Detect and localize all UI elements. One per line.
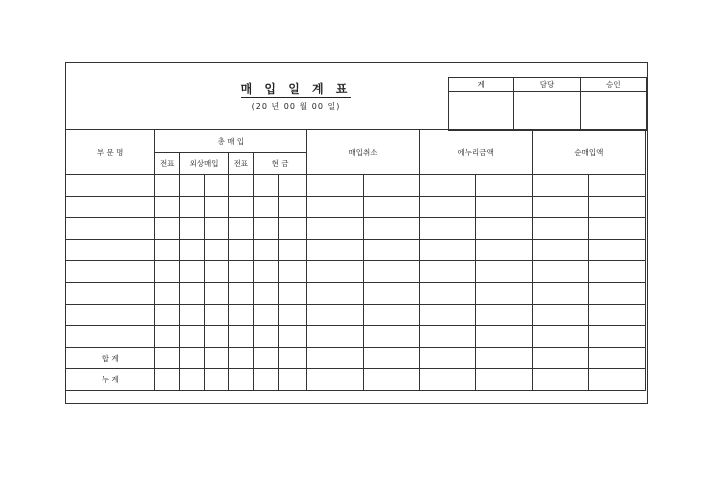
table-cell[interactable]: [228, 282, 253, 304]
approval-label-1: 계: [449, 78, 514, 92]
table-cell[interactable]: [476, 239, 533, 261]
table-cell[interactable]: [278, 239, 307, 261]
table-cell[interactable]: [589, 261, 646, 283]
table-cell[interactable]: [363, 261, 419, 283]
table-cell[interactable]: [253, 175, 278, 197]
table-cell[interactable]: [180, 239, 205, 261]
table-cell[interactable]: [155, 261, 180, 283]
table-cell[interactable]: [476, 347, 533, 369]
header-cancel: 매입취소: [307, 130, 419, 175]
table-cell[interactable]: [476, 196, 533, 218]
table-row: [66, 369, 646, 391]
table-cell[interactable]: [205, 326, 229, 348]
table-cell[interactable]: [228, 347, 253, 369]
table-cell[interactable]: [205, 347, 229, 369]
table-cell[interactable]: [532, 304, 589, 326]
table-cell[interactable]: [253, 218, 278, 240]
table-cell[interactable]: [228, 369, 253, 391]
table-cell[interactable]: [205, 282, 229, 304]
row-label: [66, 175, 155, 197]
header-total-purchase: 총 매 입: [155, 130, 307, 153]
table-cell[interactable]: [307, 304, 364, 326]
table-cell[interactable]: [155, 196, 180, 218]
table-cell[interactable]: [205, 218, 229, 240]
table-cell[interactable]: [228, 261, 253, 283]
table-cell[interactable]: [253, 347, 278, 369]
table-cell[interactable]: [228, 239, 253, 261]
table-cell[interactable]: [307, 347, 364, 369]
table-cell[interactable]: [205, 369, 229, 391]
table-cell[interactable]: [476, 261, 533, 283]
table-cell[interactable]: [532, 261, 589, 283]
row-label: [66, 304, 155, 326]
table-cell[interactable]: [307, 282, 364, 304]
table-cell[interactable]: [155, 239, 180, 261]
row-label: [66, 239, 155, 261]
table-cell[interactable]: [476, 218, 533, 240]
table-cell[interactable]: [419, 175, 476, 197]
approval-sign-1[interactable]: [449, 92, 514, 131]
table-row: [66, 196, 646, 218]
header-net: 순매입액: [532, 130, 645, 175]
table-cell[interactable]: [180, 326, 205, 348]
table-cell[interactable]: [205, 196, 229, 218]
table-cell[interactable]: [155, 282, 180, 304]
row-label: [66, 261, 155, 283]
table-cell[interactable]: [589, 304, 646, 326]
table-cell[interactable]: [253, 196, 278, 218]
row-label: [66, 218, 155, 240]
table-cell[interactable]: [253, 282, 278, 304]
table-cell[interactable]: [532, 175, 589, 197]
table-cell[interactable]: [476, 175, 533, 197]
row-label: [66, 196, 155, 218]
table-row: [66, 175, 646, 197]
table-cell[interactable]: [278, 261, 307, 283]
table-cell[interactable]: [228, 218, 253, 240]
table-cell[interactable]: [205, 304, 229, 326]
table-cell[interactable]: [278, 196, 307, 218]
table-cell[interactable]: [278, 282, 307, 304]
header-slip-2: 전표: [228, 153, 253, 175]
table-cell[interactable]: [532, 326, 589, 348]
table-row: [66, 218, 646, 240]
purchase-daily-sheet: [65, 62, 648, 404]
table-cell[interactable]: [253, 239, 278, 261]
table-cell[interactable]: [278, 326, 307, 348]
table-cell[interactable]: [363, 326, 419, 348]
table-cell[interactable]: [363, 196, 419, 218]
purchase-table: [65, 129, 646, 391]
approval-sign-3[interactable]: [580, 92, 646, 131]
table-cell[interactable]: [363, 218, 419, 240]
table-cell[interactable]: [180, 175, 205, 197]
table-cell[interactable]: [253, 369, 278, 391]
table-cell[interactable]: [419, 261, 476, 283]
table-cell[interactable]: [278, 218, 307, 240]
table-cell[interactable]: [278, 369, 307, 391]
table-cell[interactable]: [205, 175, 229, 197]
table-row: [66, 239, 646, 261]
header-discount: 에누리금액: [419, 130, 532, 175]
table-cell[interactable]: [589, 369, 646, 391]
table-cell[interactable]: [476, 304, 533, 326]
table-cell[interactable]: [363, 175, 419, 197]
table-cell[interactable]: [589, 326, 646, 348]
table-cell[interactable]: [253, 261, 278, 283]
table-cell[interactable]: [307, 261, 364, 283]
table-cell[interactable]: [155, 347, 180, 369]
table-cell[interactable]: [363, 369, 419, 391]
table-cell[interactable]: [589, 175, 646, 197]
table-cell[interactable]: [155, 326, 180, 348]
table-cell[interactable]: [419, 196, 476, 218]
header-department: 부 문 명: [66, 130, 155, 175]
row-label: 누 계: [66, 369, 155, 391]
table-cell[interactable]: [278, 304, 307, 326]
table-cell[interactable]: [363, 304, 419, 326]
row-label: [66, 326, 155, 348]
table-cell[interactable]: [180, 282, 205, 304]
table-row: [66, 347, 646, 369]
table-cell[interactable]: [278, 347, 307, 369]
table-cell[interactable]: [476, 326, 533, 348]
table-row: [66, 326, 646, 348]
approval-sign-2[interactable]: [514, 92, 580, 131]
table-cell[interactable]: [532, 347, 589, 369]
table-cell[interactable]: [155, 304, 180, 326]
table-cell[interactable]: [589, 239, 646, 261]
table-cell[interactable]: [180, 347, 205, 369]
table-cell[interactable]: [476, 369, 533, 391]
table-cell[interactable]: [180, 196, 205, 218]
table-cell[interactable]: [419, 239, 476, 261]
table-cell[interactable]: [180, 304, 205, 326]
table-row: [66, 304, 646, 326]
table-cell[interactable]: [419, 369, 476, 391]
table-cell[interactable]: [307, 326, 364, 348]
row-label: 합 계: [66, 347, 155, 369]
table-cell[interactable]: [180, 261, 205, 283]
table-cell[interactable]: [228, 326, 253, 348]
table-cell[interactable]: [307, 218, 364, 240]
table-cell[interactable]: [155, 369, 180, 391]
table-cell[interactable]: [180, 369, 205, 391]
table-cell[interactable]: [532, 369, 589, 391]
table-cell[interactable]: [307, 239, 364, 261]
approval-label-2: 담당: [514, 78, 580, 92]
table-cell[interactable]: [228, 304, 253, 326]
table-cell[interactable]: [419, 326, 476, 348]
table-cell[interactable]: [253, 304, 278, 326]
table-cell[interactable]: [307, 369, 364, 391]
table-cell[interactable]: [419, 218, 476, 240]
table-cell[interactable]: [419, 347, 476, 369]
table-cell[interactable]: [532, 218, 589, 240]
table-cell[interactable]: [228, 196, 253, 218]
table-cell[interactable]: [363, 347, 419, 369]
table-cell[interactable]: [476, 282, 533, 304]
table-cell[interactable]: [228, 175, 253, 197]
approval-label-3: 승인: [580, 78, 646, 92]
table-cell[interactable]: [532, 239, 589, 261]
table-cell[interactable]: [532, 196, 589, 218]
header-credit-purchase: 외상매입: [180, 153, 229, 175]
table-cell[interactable]: [363, 239, 419, 261]
table-cell[interactable]: [205, 261, 229, 283]
header-cash: 현 금: [253, 153, 307, 175]
table-cell[interactable]: [363, 282, 419, 304]
table-cell[interactable]: [155, 175, 180, 197]
table-cell[interactable]: [180, 218, 205, 240]
table-cell[interactable]: [532, 282, 589, 304]
table-cell[interactable]: [419, 304, 476, 326]
header-slip-1: 전표: [155, 153, 180, 175]
page-title: 매 입 일 계 표: [240, 82, 352, 96]
table-cell[interactable]: [205, 239, 229, 261]
table-cell[interactable]: [589, 347, 646, 369]
table-cell[interactable]: [589, 196, 646, 218]
table-cell[interactable]: [589, 282, 646, 304]
table-row: [66, 261, 646, 283]
table-cell[interactable]: [419, 282, 476, 304]
table-cell[interactable]: [589, 218, 646, 240]
date-line: (20 년 00 월 00 일): [251, 102, 341, 111]
table-row: [66, 282, 646, 304]
table-cell[interactable]: [253, 326, 278, 348]
table-cell[interactable]: [307, 196, 364, 218]
table-cell[interactable]: [307, 175, 364, 197]
row-label: [66, 282, 155, 304]
table-cell[interactable]: [155, 218, 180, 240]
approval-box: [448, 77, 647, 131]
table-cell[interactable]: [278, 175, 307, 197]
